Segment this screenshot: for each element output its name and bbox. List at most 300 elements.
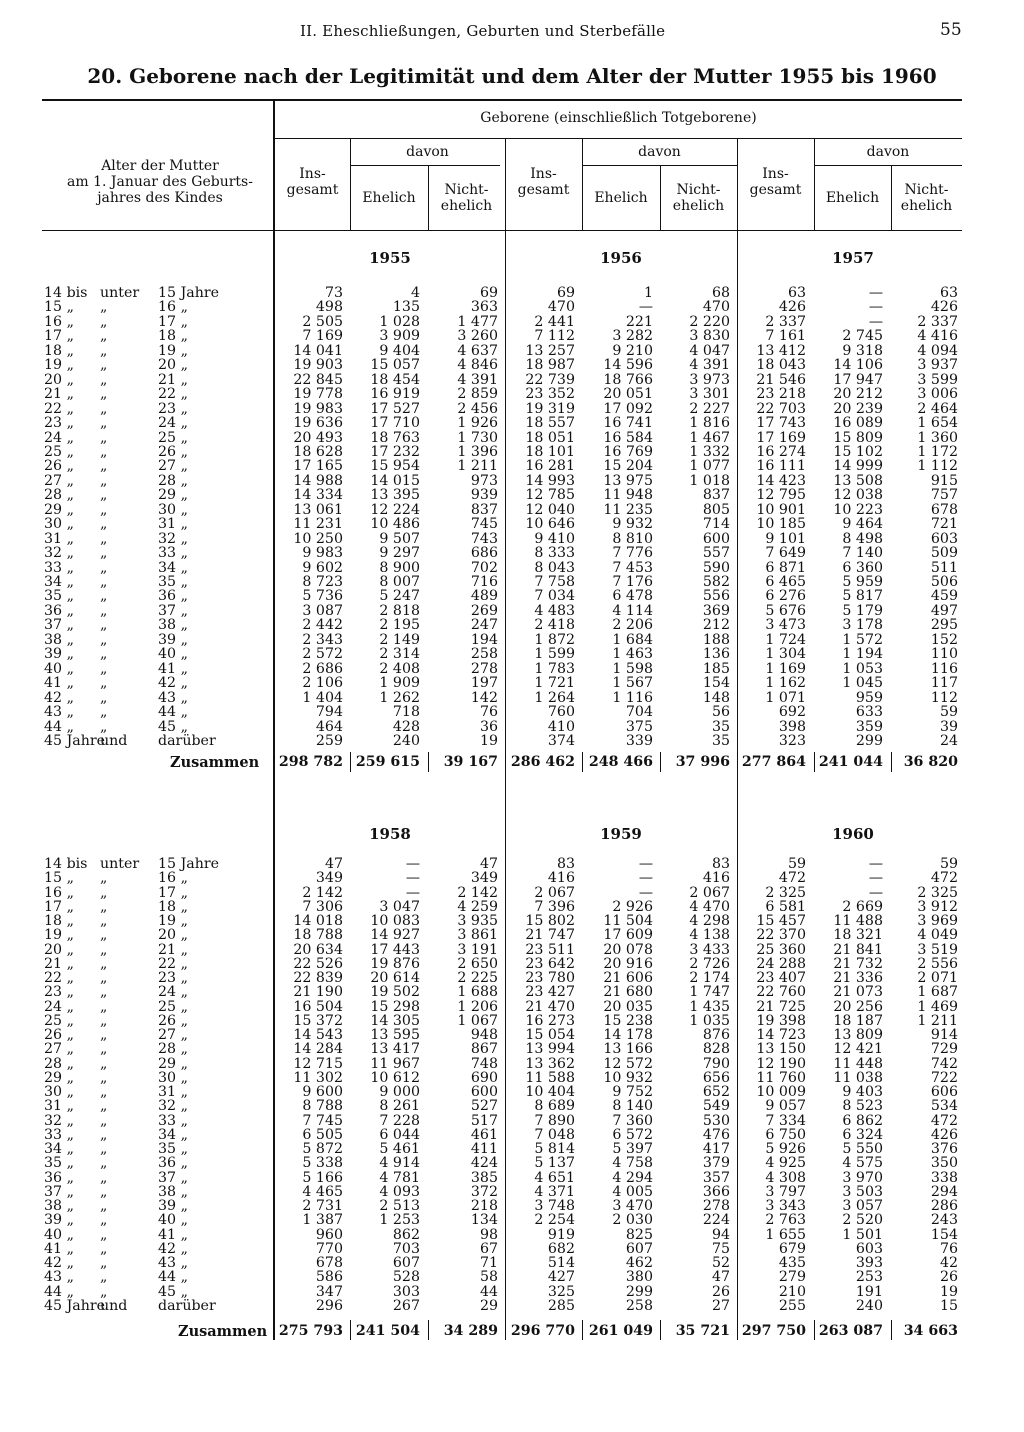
age-label: 34 „ (44, 574, 74, 590)
table-cell: 3 178 (842, 617, 883, 634)
table-cell: 148 (702, 689, 730, 706)
table-cell: 2 513 (379, 1198, 420, 1214)
table-cell: 4 308 (765, 1169, 806, 1186)
table-cell: 22 839 (293, 970, 343, 986)
table-cell: — (405, 884, 420, 901)
table-cell: 20 051 (603, 386, 653, 403)
page-number: 55 (940, 20, 962, 40)
age-label: 37 „ (158, 1169, 188, 1186)
table-cell: 5 872 (302, 1141, 343, 1157)
table-cell: 3 830 (689, 328, 730, 345)
table-cell: 21 546 (756, 371, 806, 388)
table-cell: 426 (930, 299, 958, 316)
table-cell: — (868, 884, 883, 901)
table-cell: 35 (711, 718, 730, 735)
age-label: 30 „ (44, 1084, 74, 1100)
table-cell: 607 (392, 1255, 420, 1271)
table-cell: 600 (470, 1084, 498, 1100)
table-cell: 296 (315, 1297, 343, 1314)
table-cell: 426 (930, 1126, 958, 1143)
age-label: 38 „ (158, 1183, 188, 1200)
table-cell: — (405, 856, 420, 872)
age-label: 44 „ (158, 1269, 188, 1286)
table-cell: 2 669 (842, 898, 883, 915)
table-cell: 472 (930, 870, 958, 887)
table-cell: 8 788 (302, 1098, 343, 1115)
age-label: 39 „ (44, 646, 74, 663)
table-cell: 915 (930, 472, 958, 489)
table-cell: 3 912 (917, 898, 958, 915)
table-cell: 14 284 (293, 1041, 343, 1058)
table-cell: 398 (778, 718, 806, 735)
age-label: „ (100, 675, 108, 692)
age-label: 16 „ (158, 299, 188, 316)
table-cell: 21 725 (756, 998, 806, 1015)
table-cell: 2 067 (534, 884, 575, 901)
table-cell: 11 448 (833, 1055, 883, 1072)
table-cell: 760 (547, 704, 575, 721)
age-label: „ (100, 689, 108, 706)
table-cell: 716 (470, 574, 498, 590)
table-cell: 47 (711, 1269, 730, 1286)
table-cell: 7 649 (765, 545, 806, 562)
table-cell: 52 (711, 1255, 730, 1271)
table-cell: 9 057 (765, 1098, 806, 1115)
table-cell: 5 166 (302, 1169, 343, 1186)
age-label: 15 Jahre (158, 285, 220, 301)
table-cell: 16 584 (603, 429, 653, 446)
table-cell: 73 (324, 285, 343, 301)
age-label: „ (100, 1283, 108, 1300)
table-cell: 22 739 (525, 371, 575, 388)
table-cell: 142 (470, 689, 498, 706)
age-label: „ (100, 501, 108, 518)
age-label: 37 „ (158, 602, 188, 619)
table-cell: 13 257 (525, 342, 575, 359)
table-cell: 2 572 (302, 646, 343, 663)
table-cell: 295 (930, 617, 958, 634)
table-cell: 22 760 (756, 984, 806, 1001)
age-label: 44 „ (44, 1283, 74, 1300)
age-label: 18 „ (44, 342, 74, 359)
table-cell: 6 465 (765, 574, 806, 590)
table-cell: 350 (930, 1155, 958, 1172)
table-cell: 372 (470, 1183, 498, 1200)
table-cell: 286 (930, 1198, 958, 1214)
table-cell: 1 655 (765, 1226, 806, 1243)
table-cell: 135 (392, 299, 420, 316)
age-label: 39 „ (44, 1212, 74, 1229)
total-label: Zusammen (170, 754, 260, 771)
table-cell: 4 391 (457, 371, 498, 388)
table-cell: 703 (392, 1240, 420, 1257)
table-cell: 16 919 (370, 386, 420, 403)
age-label: „ (100, 660, 108, 677)
table-cell: 299 (855, 732, 883, 749)
total-cell: 241 504 (355, 1323, 420, 1339)
table-cell: 13 417 (370, 1041, 420, 1058)
table-cell: 5 926 (765, 1141, 806, 1157)
table-cell: 21 606 (603, 970, 653, 986)
table-cell: 4 846 (457, 357, 498, 374)
table-cell: 19 778 (293, 386, 343, 403)
table-cell: 10 250 (293, 530, 343, 547)
table-cell: 9 752 (612, 1084, 653, 1100)
age-label: „ (100, 530, 108, 547)
table-cell: 18 557 (525, 415, 575, 432)
age-label: 25 „ (158, 998, 188, 1015)
table-cell: 13 395 (370, 487, 420, 504)
table-cell: 17 609 (603, 927, 653, 944)
table-cell: 497 (930, 602, 958, 619)
age-label: „ (100, 631, 108, 648)
table-row (0, 517, 1024, 532)
table-cell: 14 334 (293, 487, 343, 504)
table-cell: 16 274 (756, 443, 806, 460)
age-label: „ (100, 1212, 108, 1229)
age-label: 41 „ (44, 1240, 74, 1257)
table-cell: 349 (315, 870, 343, 887)
table-cell: 18 187 (833, 1012, 883, 1029)
table-cell: 16 504 (293, 998, 343, 1015)
table-cell: 18 051 (525, 429, 575, 446)
table-cell: 16 273 (525, 1012, 575, 1029)
table-cell: 2 206 (612, 617, 653, 634)
table-cell: 3 191 (457, 941, 498, 958)
age-label: „ (100, 1269, 108, 1286)
table-cell: 6 044 (379, 1126, 420, 1143)
age-label: 43 „ (44, 1269, 74, 1286)
table-cell: 299 (625, 1283, 653, 1300)
table-cell: 29 (479, 1297, 498, 1314)
table-cell: 1 045 (842, 675, 883, 692)
table-cell: 939 (470, 487, 498, 504)
age-label: darüber (158, 1297, 216, 1314)
age-label: „ (100, 559, 108, 576)
age-label: 14 bis (44, 285, 88, 301)
table-cell: 117 (930, 675, 958, 692)
table-cell: 27 (711, 1297, 730, 1314)
age-label: 16 „ (158, 870, 188, 887)
table-cell: 366 (702, 1183, 730, 1200)
table-cell: 12 040 (525, 501, 575, 518)
col-ehelich: Ehelich (362, 190, 416, 206)
table-cell: 1 169 (765, 660, 806, 677)
table-cell: 506 (930, 574, 958, 590)
table-cell: 63 (939, 285, 958, 301)
table-cell: 22 845 (293, 371, 343, 388)
age-label: 26 „ (158, 1012, 188, 1029)
table-cell: 464 (315, 718, 343, 735)
table-cell: 22 370 (756, 927, 806, 944)
table-cell: 7 453 (612, 559, 653, 576)
total-cell: 275 793 (278, 1323, 343, 1339)
table-cell: 10 404 (525, 1084, 575, 1100)
table-cell: 416 (547, 870, 575, 887)
age-label: „ (100, 984, 108, 1001)
age-label: 23 „ (158, 400, 188, 417)
table-cell: 4 758 (612, 1155, 653, 1172)
table-cell: 2 418 (534, 617, 575, 634)
table-cell: 13 809 (833, 1027, 883, 1043)
table-cell: 19 983 (293, 400, 343, 417)
table-cell: 1 162 (765, 675, 806, 692)
table-cell: 18 321 (833, 927, 883, 944)
table-cell: 9 983 (302, 545, 343, 562)
table-cell: 221 (625, 313, 653, 330)
table-cell: 14 178 (603, 1027, 653, 1043)
table-cell: 258 (625, 1297, 653, 1314)
table-cell: 556 (702, 588, 730, 605)
table-cell: 1 721 (534, 675, 575, 692)
table-cell: 5 247 (379, 588, 420, 605)
total-cell: 298 782 (278, 754, 343, 770)
table-cell: 4 914 (379, 1155, 420, 1172)
table-cell: 19 636 (293, 415, 343, 432)
age-label: 45 Jahre (44, 732, 106, 749)
table-cell: 243 (930, 1212, 958, 1229)
table-row (0, 871, 1024, 886)
table-cell: 4 465 (302, 1183, 343, 1200)
table-cell: 2 441 (534, 313, 575, 330)
table-cell: 17 232 (370, 443, 420, 460)
table-cell: 1 077 (689, 458, 730, 475)
total-cell: 34 289 (443, 1323, 498, 1339)
table-cell: 8 498 (842, 530, 883, 547)
table-cell: 12 572 (603, 1055, 653, 1072)
age-label: „ (100, 371, 108, 388)
table-cell: 411 (470, 1141, 498, 1157)
age-label: 32 „ (44, 545, 74, 562)
table-cell: 325 (547, 1283, 575, 1300)
table-cell: 3 260 (457, 328, 498, 345)
age-label: 18 „ (158, 328, 188, 345)
age-label: 22 „ (158, 955, 188, 972)
col-nichtehelich: Nicht- ehelich (900, 182, 953, 214)
year-heading: 1955 (369, 249, 411, 267)
table-cell: 517 (470, 1112, 498, 1129)
age-label: 29 „ (44, 1069, 74, 1086)
table-cell: 357 (702, 1169, 730, 1186)
table-cell: 17 743 (756, 415, 806, 432)
age-label: 16 „ (44, 313, 74, 330)
table-cell: 14 041 (293, 342, 343, 359)
table-cell: 76 (939, 1240, 958, 1257)
table-cell: 136 (702, 646, 730, 663)
table-cell: 15 372 (293, 1012, 343, 1029)
table-cell: 11 302 (293, 1069, 343, 1086)
stub-header: Alter der Mutter am 1. Januar des Geburts- jahres des Kindes (67, 158, 253, 206)
table-cell: 20 212 (833, 386, 883, 403)
table-cell: 3 433 (689, 941, 730, 958)
table-row (0, 985, 1024, 1000)
table-cell: 1 872 (534, 631, 575, 648)
table-cell: 498 (315, 299, 343, 316)
table-cell: 21 841 (833, 941, 883, 958)
table-cell: 2 731 (302, 1198, 343, 1214)
age-label: 35 „ (158, 574, 188, 590)
age-label: 15 „ (44, 299, 74, 316)
table-cell: 379 (702, 1155, 730, 1172)
table-cell: 5 338 (302, 1155, 343, 1172)
age-label: „ (100, 545, 108, 562)
table-cell: 514 (547, 1255, 575, 1271)
table-cell: 919 (547, 1226, 575, 1243)
table-cell: 14 543 (293, 1027, 343, 1043)
total-cell: 241 044 (818, 754, 883, 770)
table-cell: 489 (470, 588, 498, 605)
table-cell: 18 043 (756, 357, 806, 374)
table-cell: 3 282 (612, 328, 653, 345)
table-cell: 14 927 (370, 927, 420, 944)
age-label: 29 „ (44, 501, 74, 518)
age-label: „ (100, 1169, 108, 1186)
age-label: 17 „ (158, 884, 188, 901)
table-cell: 2 456 (457, 400, 498, 417)
table-cell: 1 396 (457, 443, 498, 460)
table-cell: 1 467 (689, 429, 730, 446)
table-cell: 5 461 (379, 1141, 420, 1157)
table-cell: 23 218 (756, 386, 806, 403)
table-cell: 12 038 (833, 487, 883, 504)
age-label: 20 „ (44, 371, 74, 388)
table-cell: 20 614 (370, 970, 420, 986)
table-cell: 375 (625, 718, 653, 735)
col-nichtehelich: Nicht- ehelich (440, 182, 493, 214)
age-label: 29 „ (158, 1055, 188, 1072)
table-cell: 17 169 (756, 429, 806, 446)
table-cell: 9 000 (379, 1084, 420, 1100)
table-cell: 369 (702, 602, 730, 619)
table-cell: 253 (855, 1269, 883, 1286)
col-insgesamt: Ins- gesamt (517, 166, 570, 198)
table-cell: 154 (702, 675, 730, 692)
table-cell: 9 318 (842, 342, 883, 359)
table-cell: 13 150 (756, 1041, 806, 1058)
table-cell: 914 (930, 1027, 958, 1043)
year-heading: 1958 (369, 825, 411, 843)
table-cell: 2 650 (457, 955, 498, 972)
table-cell: 12 421 (833, 1041, 883, 1058)
table-cell: 15 809 (833, 429, 883, 446)
table-cell: 9 297 (379, 545, 420, 562)
table-cell: 1 332 (689, 443, 730, 460)
col-ehelich: Ehelich (825, 190, 880, 206)
table-cell: 20 916 (603, 955, 653, 972)
table-cell: 7 745 (302, 1112, 343, 1129)
age-label: „ (100, 328, 108, 345)
table-cell: 476 (702, 1126, 730, 1143)
table-cell: 4 294 (612, 1169, 653, 1186)
age-label: „ (100, 970, 108, 986)
age-label: „ (100, 884, 108, 901)
table-cell: 9 410 (534, 530, 575, 547)
age-label: 29 „ (158, 487, 188, 504)
age-label: 21 „ (44, 386, 74, 403)
table-cell: 8 689 (534, 1098, 575, 1115)
age-label: 20 „ (158, 927, 188, 944)
table-cell: 1 463 (612, 646, 653, 663)
table-cell: 8 900 (379, 559, 420, 576)
table-cell: 837 (702, 487, 730, 504)
table-cell: 7 034 (534, 588, 575, 605)
table-cell: 2 227 (689, 400, 730, 417)
year-heading: 1959 (600, 825, 642, 843)
table-cell: 16 281 (525, 458, 575, 475)
table-cell: 2 556 (917, 955, 958, 972)
table-cell: 770 (315, 1240, 343, 1257)
table-cell: 10 901 (756, 501, 806, 518)
age-label: „ (100, 998, 108, 1015)
table-cell: 14 423 (756, 472, 806, 489)
table-cell: 15 (939, 1297, 958, 1314)
table-cell: 9 464 (842, 516, 883, 533)
table-cell: 19 903 (293, 357, 343, 374)
table-cell: 462 (625, 1255, 653, 1271)
table-cell: 23 511 (525, 941, 575, 958)
age-label: 45 „ (158, 1283, 188, 1300)
table-cell: 417 (702, 1141, 730, 1157)
total-cell: 39 167 (443, 754, 498, 770)
col-insgesamt: Ins- gesamt (749, 166, 802, 198)
age-label: 43 „ (158, 1255, 188, 1271)
age-label: 32 „ (44, 1112, 74, 1129)
age-label: 31 „ (158, 516, 188, 533)
table-cell: 690 (470, 1069, 498, 1086)
table-cell: 3 861 (457, 927, 498, 944)
table-cell: 20 256 (833, 998, 883, 1015)
table-cell: 2 195 (379, 617, 420, 634)
table-cell: 1 (643, 285, 653, 301)
table-cell: 13 412 (756, 342, 806, 359)
table-cell: 9 600 (302, 1084, 343, 1100)
table-cell: 4 416 (917, 328, 958, 345)
table-cell: 188 (702, 631, 730, 648)
table-cell: 12 795 (756, 487, 806, 504)
table-cell: 527 (470, 1098, 498, 1115)
table-cell: 549 (702, 1098, 730, 1115)
table-cell: 9 932 (612, 516, 653, 533)
table-cell: 8 523 (842, 1098, 883, 1115)
age-label: „ (100, 357, 108, 374)
table-cell: 13 508 (833, 472, 883, 489)
table-cell: 678 (930, 501, 958, 518)
age-label: 30 „ (158, 501, 188, 518)
table-cell: 21 470 (525, 998, 575, 1015)
age-label: 33 „ (44, 559, 74, 576)
age-label: 35 „ (44, 1155, 74, 1172)
table-cell: 20 078 (603, 941, 653, 958)
header-bottom-rule (42, 230, 962, 231)
age-label: 44 „ (44, 718, 74, 735)
table-cell: 948 (470, 1027, 498, 1043)
table-cell: 3 343 (765, 1198, 806, 1214)
table-cell: 21 190 (293, 984, 343, 1001)
age-label: 28 „ (44, 1055, 74, 1072)
table-cell: 2 225 (457, 970, 498, 986)
table-cell: 26 (711, 1283, 730, 1300)
table-cell: 1 067 (457, 1012, 498, 1029)
table-cell: 12 190 (756, 1055, 806, 1072)
age-label: 42 „ (44, 1255, 74, 1271)
age-label: 42 „ (44, 689, 74, 706)
table-cell: 18 987 (525, 357, 575, 374)
table-cell: 656 (702, 1069, 730, 1086)
age-label: 40 „ (158, 646, 188, 663)
table-cell: 2 314 (379, 646, 420, 663)
table-cell: 2 149 (379, 631, 420, 648)
age-label: 15 „ (44, 870, 74, 887)
